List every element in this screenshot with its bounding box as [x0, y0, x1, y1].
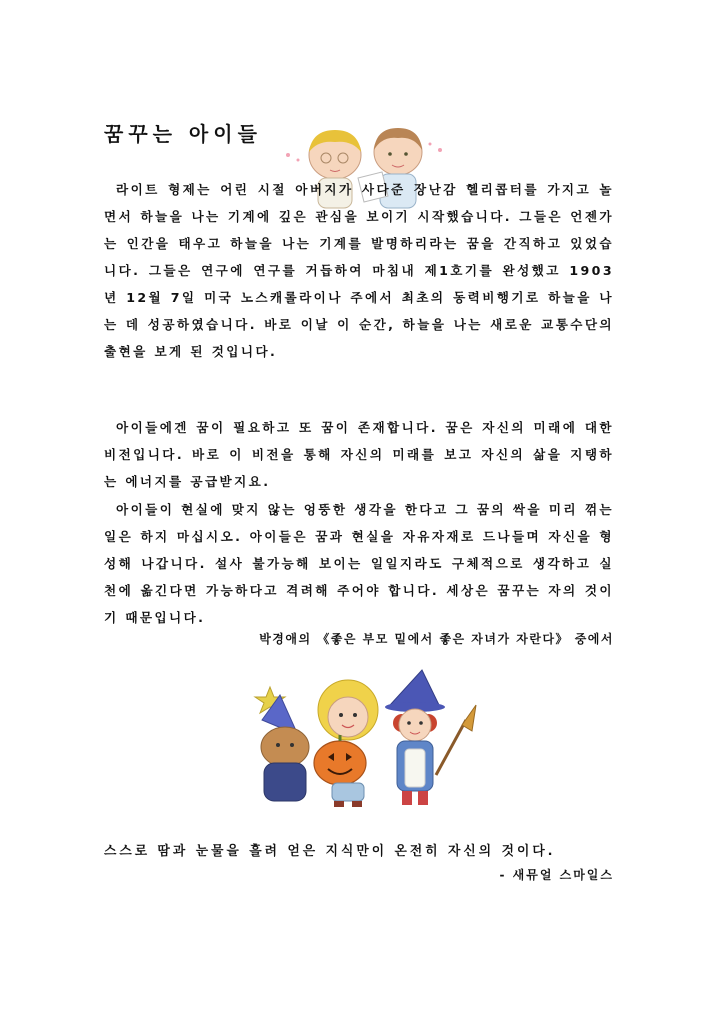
closing-quote: 스스로 땀과 눈물을 흘려 얻은 지식만이 온전히 자신의 것이다. [104, 844, 556, 859]
halloween-children-illustration [240, 665, 480, 815]
paragraph-dreams-vision: 아이들에겐 꿈이 필요하고 또 꿈이 존재합니다. 꿈은 자신의 미래에 대한 비전입니다. 바로 이 비전을 통해 자신의 미래를 보고 자신의 삶을 지탱하는 에너지를 공급받지요. [104, 420, 614, 489]
page-title: 꿈꾸는 아이들 [104, 122, 262, 146]
source-citation: 박경애의 《좋은 부모 밑에서 좋은 자녀가 자란다》 중에서 [259, 632, 614, 646]
paragraph-encourage-dreams: 아이들이 현실에 맞지 않는 엉뚱한 생각을 한다고 그 꿈의 싹을 미리 꺾는 일은 하지 마십시오. 아이들은 꿈과 현실을 자유자재로 드나들며 자신을 형성해 나갑니다. 설사 불가능해 보이는 일일지라도 구체적으로 생각하고 실천에 옮긴다면 가능하다고 격려해 주어야 합니다. 세상은 꿈꾸는 자의 것이기 때문입니다. [104, 502, 614, 625]
paragraph-wright-brothers: 라이트 형제는 어린 시절 아버지가 사다준 장난감 헬리콥터를 가지고 놀면서 하늘을 나는 기계에 깊은 관심을 보이기 시작했습니다. 그들은 언젠가는 인간을 태우고 하늘을 나는 기계를 발명하리라는 꿈을 간직하고 있었습니다. 그들은 연구에 연구를 거듭하여 마침내 제1호기를 완성했고 1903년 12월 7일 미국 노스캐롤라이나 주에서 최초의 동력비행기로 하늘을 나는 데 성공하였습니다. 바로 이날 이 순간, 하늘을 나는 새로운 교통수단의 출현을 보게 된 것입니다. [104, 182, 614, 359]
quote-author: - 새뮤얼 스마일스 [499, 868, 614, 882]
